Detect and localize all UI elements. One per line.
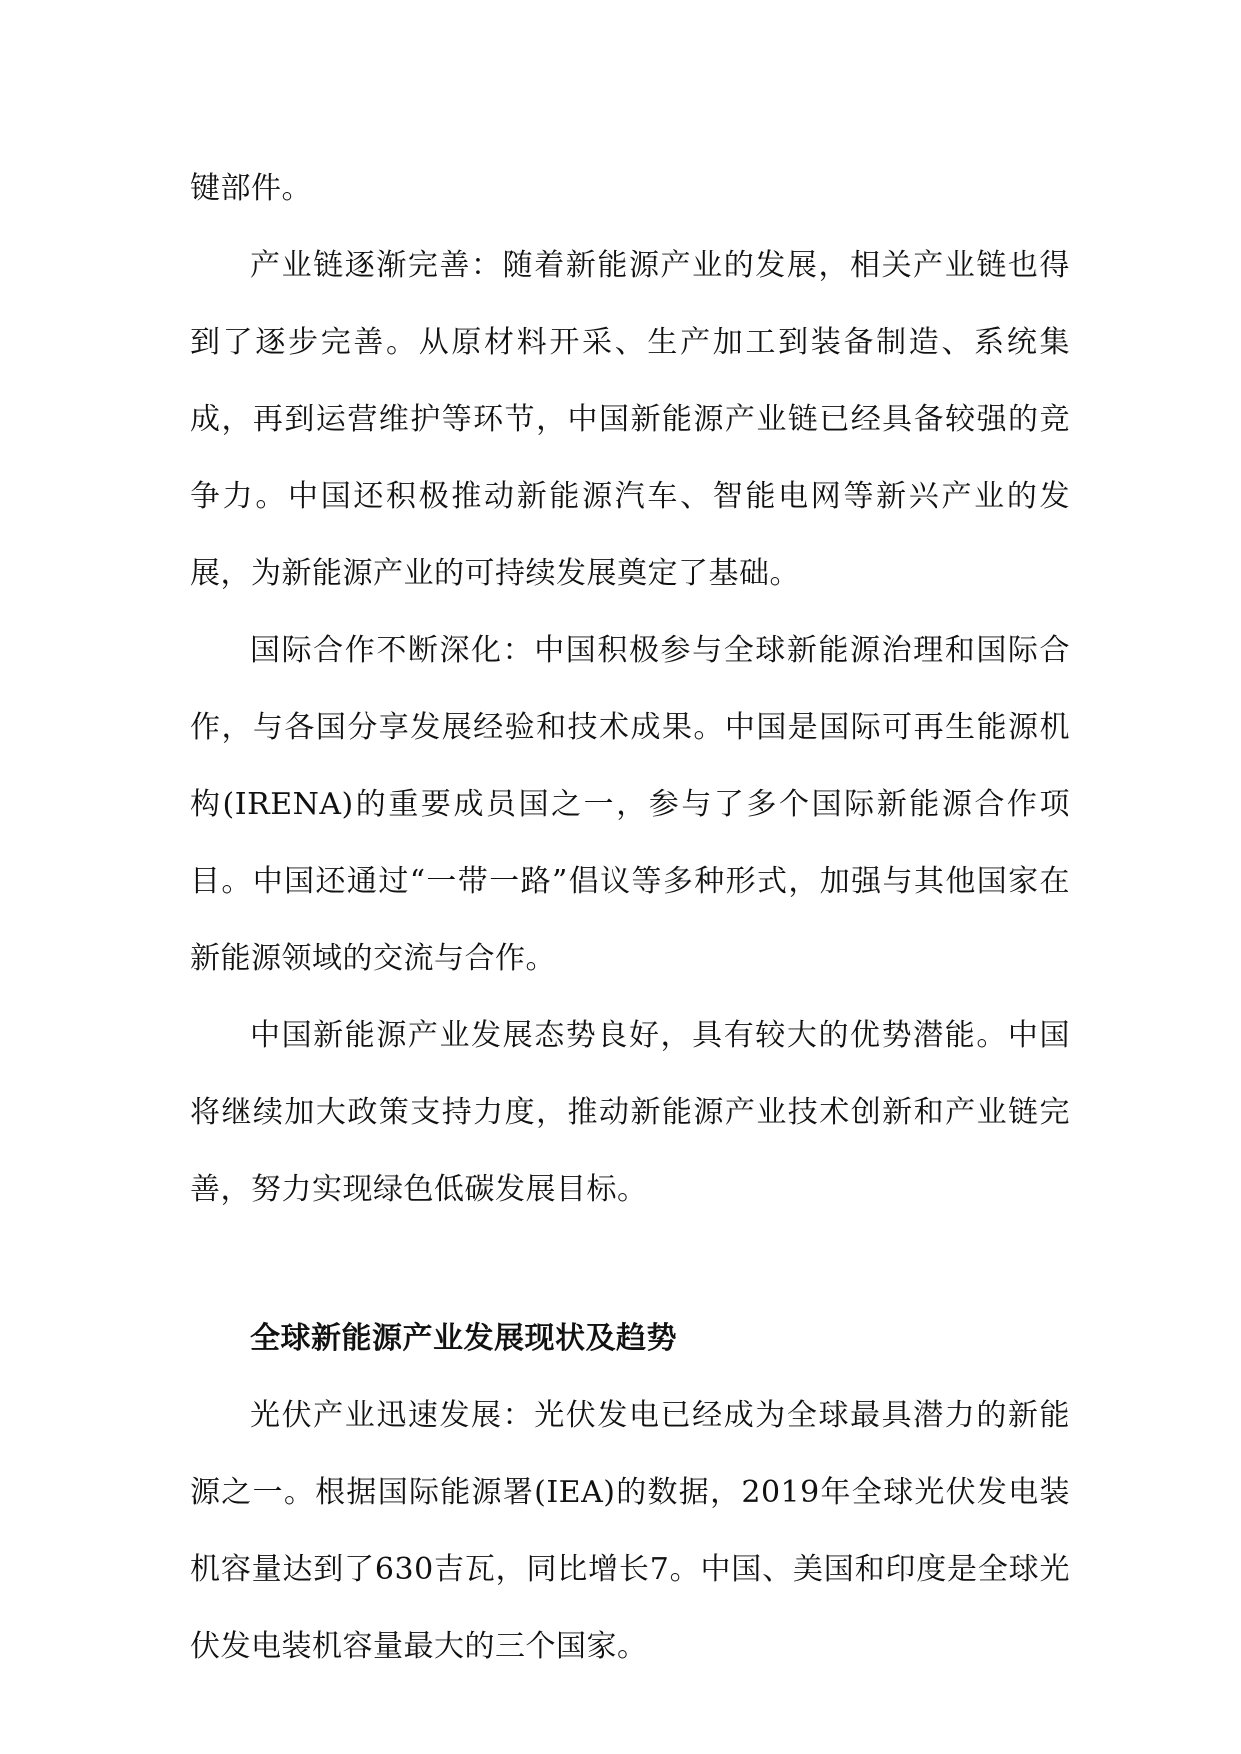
paragraph-industry-chain: 产业链逐渐完善：随着新能源产业的发展，相关产业链也得到了逐步完善。从原材料开采、生产加工到装备制造、系统集成，再到运营维护等环节，中国新能源产业链已经具备较强的竞争力。中国还积极推动新能源汽车、智能电网等新兴产业的发展，为新能源产业的可持续发展奠定了基础。 [190,248,1070,591]
paragraph-photovoltaic: 光伏产业迅速发展：光伏发电已经成为全球最具潜力的新能源之一。根据国际能源署(IEA)的数据，2019年全球光伏发电装机容量达到了630吉瓦，同比增长7。中国、美国和印度是全球光伏发电装机容量最大的三个国家。 [190,1398,1070,1664]
section-heading: 全球新能源产业发展现状及趋势 [250,1321,677,1356]
paragraph-china-outlook: 中国新能源产业发展态势良好，具有较大的优势潜能。中国将继续加大政策支持力度，推动新能源产业技术创新和产业链完善，努力实现绿色低碳发展目标。 [190,1018,1070,1207]
document-body [190,150,1070,1685]
paragraph-international-cooperation: 国际合作不断深化：中国积极参与全球新能源治理和国际合作，与各国分享发展经验和技术成果。中国是国际可再生能源机构(IRENA)的重要成员国之一，参与了多个国际新能源合作项目。中国还通过“一带一路”倡议等多种形式，加强与其他国家在新能源领域的交流与合作。 [190,633,1070,976]
paragraph-continuation: 键部件。 [190,171,312,206]
